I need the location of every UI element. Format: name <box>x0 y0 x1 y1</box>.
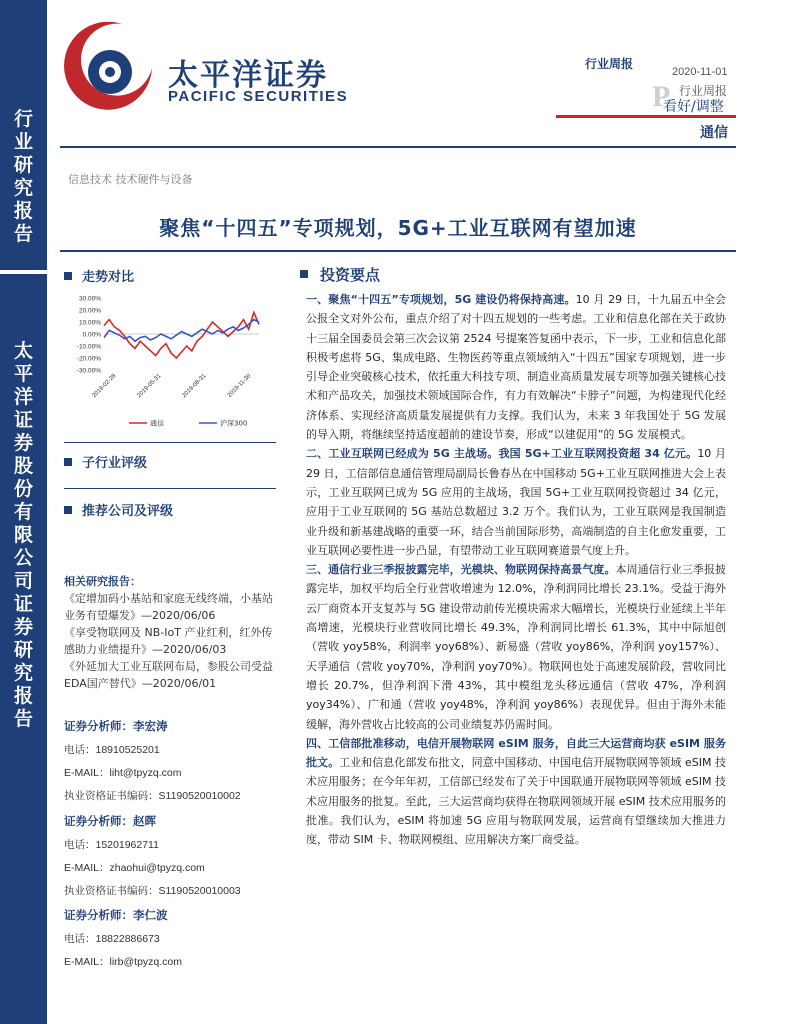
recommend-heading: 推荐公司及评级 <box>64 500 173 519</box>
legend-label: 沪深300 <box>220 419 248 428</box>
analyst-cert: 执业资格证书编码：S1190520010002 <box>64 790 241 802</box>
rating: 看好/调整 <box>663 99 724 115</box>
paragraph-4 <box>306 734 726 850</box>
header-accent-bar <box>556 115 736 118</box>
paragraph-3-body: 本周通信行业三季报披露完毕，加权平均后全行业营收增速为 12.0%，净利润同比增长 23.1%。受益于海外云厂商资本开支复苏与 5G 建设带动前传光模块需求大幅增长，光模块行业延续上半年高增速，光模块行业营收同比增长 49.3%，净利润同比增长 61.3%，其中中际旭创（营收 yoy58%，利润率 yoy68%）、新易盛（营收 yoy86%，净利润 yoy157%）、天孚通信（营收 yoy70%，净利润 yoy70%）。物联网也处于高速发展阶段，营收同比增长 20.7%，但净利润下滑 43%，其中模组龙头移远通信（营收 47%，净利润 yoy34%）、广和通（营收 yoy48%，净利润 yoy86%）表现优异。但由于海外未能缓解，海外营收占比较高的公司业绩复苏仍需时间。 <box>306 563 727 731</box>
paragraph-4-body: 工业和信息化部发布批文，同意中国移动、中国电信开展物联网等领域 eSIM 技术应用服务；在今年年初，工信部已经发布了关于中国联通开展物联网等领域 eSIM 技术应用服务的批复。至此，三大运营商均获得在物联网领域开展 eSIM 技术应用服务的批准。我们认为，eSIM 将加速 5G 应用与物联网发展，运营商有望继续加大推进力度，带动 SIM 卡、物联网模组、应用解决方案厂商受益。 <box>306 756 727 847</box>
paragraph-2-body: 10 月 29 日，工信部信息通信管理局副局长鲁春丛在中国移动 5G+工业互联网推进大会上表示，工业互联网已成为 5G 应用的主战场，我国 5G+工业互联网投资超过 34 亿元，应用于工业互联网的 5G 基站总数超过 3.2 万个。我们认为，工业互联网是我国制造业升级和新基建战略的重要一环，结合当前国际形势，高端制造的自主化愈发重要，工业互联网必要性进一步凸显，有望带动工业互联网赛道景气度上升。 <box>306 447 726 557</box>
brand-name-en: PACIFIC SECURITIES <box>168 88 349 105</box>
analyst-phone: 电话：18822886673 <box>64 933 160 945</box>
report-title: 聚焦“十四五”专项规划，5G+工业互联网有望加速 <box>159 216 637 240</box>
p-badge-icon: P <box>652 80 671 113</box>
paragraph-1-heading: 一、聚焦“十四五”专项规划，5G 建设仍将保持高速。 <box>306 293 576 306</box>
y-tick-label: 20.00% <box>78 307 101 315</box>
bullet-square-icon <box>64 272 72 280</box>
analyst-block <box>64 907 276 969</box>
industry: 通信 <box>700 125 728 141</box>
analyst-phone: 电话：15201962711 <box>64 839 159 851</box>
paragraph-2-heading: 二、工业互联网已经成为 5G 主战场。我国 5G+工业互联网投资超 34 亿元。 <box>306 447 698 461</box>
paragraph-3-heading: 三、通信行业三季报披露完毕，光模块、物联网保持高景气度。 <box>306 563 616 577</box>
bullet-square-icon <box>300 270 308 278</box>
related-item[interactable]: 《外延加大工业互联网布局，参股公司受益EDA国产替代》—2020/06/01 <box>64 660 273 690</box>
company-logo <box>60 16 160 116</box>
paragraph-1 <box>306 290 726 444</box>
x-tick-label: 2019-02-28 <box>91 373 118 400</box>
left-divider <box>64 442 276 443</box>
left-divider <box>64 488 276 489</box>
paragraph-1-body: 10 月 29 日，十九届五中全会公报全文对外公布，重点介绍了对十四五规划的一些考虑。工业和信息化部在关于政协十三届全国委员会第三次会议第 2524 号提案答复函中表示，下一步，工业和信息化部积极考虑将 5G、集成电路、生物医药等重点领域纳入“十四五”国家专项规划，进一步引导企业突破核心技术，依托重大科技专项、制造业高质量发展专项等加强关键核心技术和产品攻关，加强技术领域国际合作，有力有效解决“卡脖子”问题，为构建现代化经济体系、实现经济高质量发展提供有力支撑。我们认为，未来 3 年我国处于 5G 发展的导入期，将继续坚持适度超前的建设节奏，形成“以建促用”的 5G 发展模式。 <box>306 293 726 442</box>
brand-name-cn: 太平洋证券 <box>168 58 328 93</box>
investment-content <box>306 290 726 850</box>
y-tick-label: -20.00% <box>76 355 101 363</box>
related-heading: 相关研究报告： <box>64 575 141 588</box>
paragraph-3 <box>306 560 726 734</box>
y-tick-label: 30.00% <box>78 295 101 303</box>
sidebar-top-label: 行 业 研 究 报 告 <box>13 108 33 245</box>
analyst-block <box>64 718 276 803</box>
y-tick-label: -30.00% <box>76 367 101 375</box>
sidebar-bottom-label: 太 平 洋 证 券 股 份 有 限 公 司 证 券 研 究 报 告 <box>13 340 33 730</box>
bullet-square-icon <box>64 458 72 466</box>
sector-subtitle: 信息技术 技术硬件与设备 <box>68 173 193 186</box>
related-reports <box>64 573 276 692</box>
analyst-name: 证券分析师：赵晖 <box>64 814 156 828</box>
related-item[interactable]: 《定增加码小基站和家庭无线终端，小基站业务有望爆发》—2020/06/06 <box>64 592 273 622</box>
sub-industry-heading: 子行业评级 <box>64 452 147 471</box>
x-tick-label: 2019-11-30 <box>226 373 253 399</box>
investment-heading: 投资要点 <box>300 264 380 285</box>
y-tick-label: 10.00% <box>78 319 101 327</box>
bullet-square-icon <box>64 506 72 514</box>
title-divider <box>60 250 736 252</box>
header-divider <box>60 146 736 148</box>
y-tick-label: 0.00% <box>82 331 101 339</box>
x-tick-label: 2019-05-31 <box>136 373 163 400</box>
badge-report-type: 行业周报 <box>679 84 728 98</box>
trend-heading: 走势对比 <box>64 266 134 285</box>
series-line-0 <box>104 312 259 358</box>
analyst-cert: 执业资格证书编码：S1190520010003 <box>64 885 241 897</box>
analyst-email[interactable]: E-MAIL：lirb@tpyzq.com <box>64 956 183 968</box>
paragraph-4-heading: 四、工信部批准移动，电信开展物联网 eSIM 服务，自此三大运营商均获 eSIM 服务批文。 <box>306 736 726 770</box>
related-item[interactable]: 《享受物联网及 NB-IoT 产业红利，红外传感助力业绩提升》—2020/06/03 <box>64 626 273 656</box>
analyst-name: 证券分析师：李宏涛 <box>64 719 168 733</box>
y-tick-label: -10.00% <box>76 343 101 351</box>
legend-label: 通信 <box>150 419 164 428</box>
series-line-1 <box>104 320 259 342</box>
analyst-email[interactable]: E-MAIL：zhaohui@tpyzq.com <box>64 862 205 874</box>
trend-chart <box>64 290 264 435</box>
report-date: 2020-11-01 <box>672 66 728 78</box>
analyst-email[interactable]: E-MAIL：liht@tpyzq.com <box>64 767 182 779</box>
paragraph-2 <box>306 444 726 560</box>
x-tick-label: 2019-08-31 <box>181 373 208 400</box>
report-type: 行业周报 <box>585 57 634 71</box>
analyst-block <box>64 813 276 898</box>
analyst-phone: 电话：18910525201 <box>64 744 160 756</box>
analyst-name: 证券分析师：李仁波 <box>64 908 168 922</box>
